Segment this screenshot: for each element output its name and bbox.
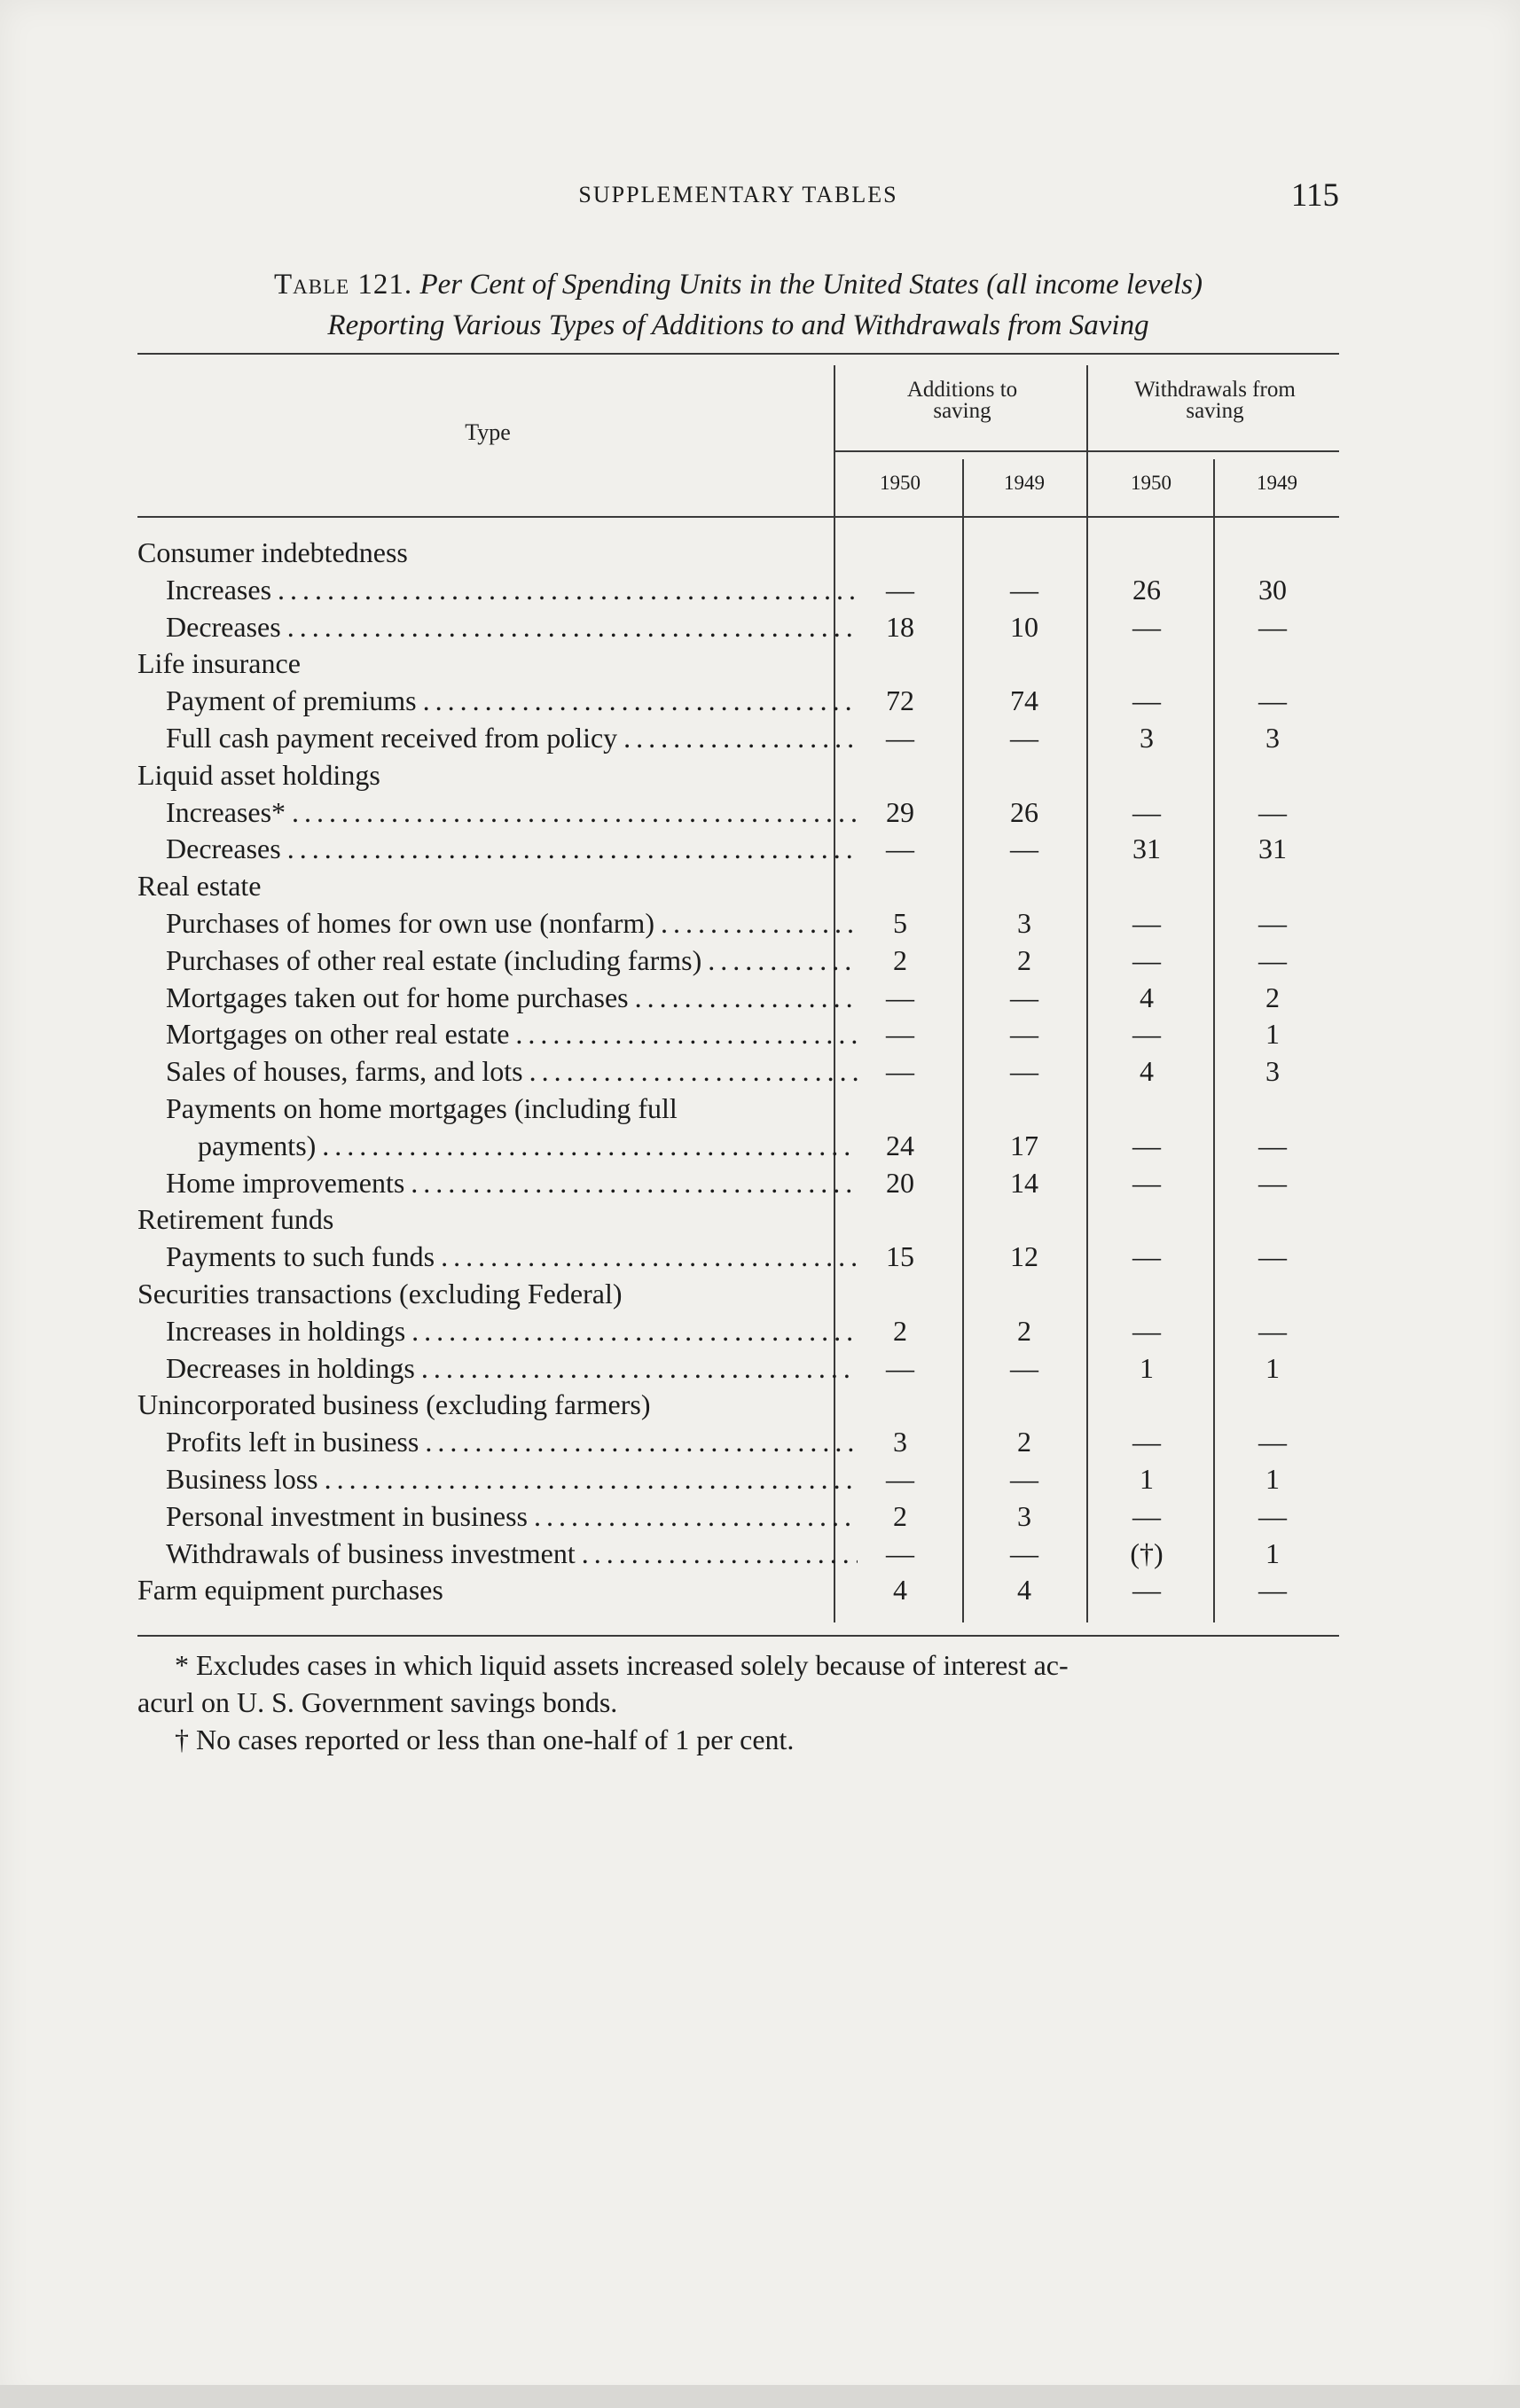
table-row (137, 574, 1339, 611)
row-label: Decreases . . . (166, 611, 858, 644)
row-value: 1 (1140, 1463, 1154, 1495)
row-value: — (1010, 1536, 1038, 1569)
row-value: — (1010, 833, 1038, 865)
row-value: — (1132, 1426, 1161, 1458)
withdrawals-header-line1: Withdrawals from (1134, 378, 1296, 402)
row-value: — (886, 1055, 914, 1088)
row-value: — (1010, 1463, 1038, 1495)
row-label: Decreases in holdings . . . (166, 1352, 858, 1385)
row-label: Increases . . . (166, 574, 858, 606)
row-value: 4 (1140, 981, 1154, 1013)
table-row (137, 722, 1339, 759)
row-label: Mortgages on other real estate . . . (166, 1018, 858, 1051)
page-number: 115 (1290, 177, 1339, 214)
row-value: 2 (893, 1499, 907, 1532)
row-label: Sales of houses, farms, and lots . . . (166, 1055, 858, 1088)
row-value: 26 (1010, 795, 1038, 828)
additions-header-line2: saving (933, 399, 991, 423)
year-header: 1950 (1131, 472, 1171, 494)
row-value: 20 (886, 1166, 914, 1199)
row-value: — (1258, 610, 1287, 643)
row-value: 18 (886, 610, 914, 643)
table-row (137, 1388, 1339, 1426)
row-value: 2 (1017, 1314, 1031, 1347)
table-row (137, 1167, 1339, 1204)
table-row (137, 1240, 1339, 1278)
table-row (137, 1574, 1339, 1611)
row-value: — (1132, 684, 1161, 717)
year-header: 1950 (880, 472, 921, 494)
table-row (137, 833, 1339, 870)
row-value: — (1132, 1314, 1161, 1347)
row-label: Unincorporated business (excluding farmers) (137, 1388, 651, 1421)
row-label: Increases in holdings . . . (166, 1315, 858, 1348)
running-head-title: SUPPLEMENTARY TABLES (578, 182, 898, 207)
row-label: Mortgages taken out for home purchases . . . (166, 981, 858, 1014)
table-row (137, 1426, 1339, 1463)
row-value: — (1258, 1166, 1287, 1199)
row-label: Decreases . . . (166, 833, 858, 865)
row-value: — (886, 573, 914, 606)
row-value: — (1258, 684, 1287, 717)
row-value: 1 (1265, 1018, 1280, 1051)
footnote-dagger: † No cases reported or less than one-half of 1 per cent. (175, 1724, 795, 1755)
table-row (137, 759, 1339, 796)
row-value: 17 (1010, 1129, 1038, 1161)
row-label: payments) . . . (198, 1130, 858, 1162)
row-value: 1 (1140, 1351, 1154, 1384)
table-row (137, 870, 1339, 907)
table-row (137, 1463, 1339, 1500)
row-value: 3 (1265, 1055, 1280, 1088)
additions-header (838, 379, 1086, 422)
table-row (137, 1092, 1339, 1130)
row-value: 10 (1010, 610, 1038, 643)
table-row (137, 1018, 1339, 1055)
table-row (137, 907, 1339, 944)
row-value: 3 (1017, 1499, 1031, 1532)
row-value: — (1132, 1499, 1161, 1532)
row-label: Business loss . . . (166, 1463, 858, 1496)
row-value: 14 (1010, 1166, 1038, 1199)
row-value: 72 (886, 684, 914, 717)
row-value: — (1010, 722, 1038, 754)
footnote-star-line2: acurl on U. S. Government savings bonds. (137, 1686, 618, 1718)
row-label: Profits left in business . . . (166, 1426, 858, 1458)
row-value: — (886, 1351, 914, 1384)
row-value: 3 (1265, 722, 1280, 754)
row-label: Increases* . . . (166, 796, 858, 829)
row-label: Full cash payment received from policy . . . (166, 722, 858, 754)
table-row (137, 611, 1339, 648)
caption-line-1 (137, 264, 1339, 305)
row-value: — (1132, 907, 1161, 939)
row-value: — (886, 1536, 914, 1569)
row-value: — (1258, 1574, 1287, 1607)
row-value: — (1132, 795, 1161, 828)
row-value: 2 (893, 943, 907, 976)
row-value: 12 (1010, 1240, 1038, 1273)
row-value: 3 (1140, 722, 1154, 754)
row-label: Home improvements . . . (166, 1167, 858, 1200)
row-value: — (886, 1018, 914, 1051)
row-value: — (1132, 1240, 1161, 1273)
row-value: 30 (1258, 573, 1287, 606)
row-value: 1 (1265, 1351, 1280, 1384)
row-value: — (1258, 1240, 1287, 1273)
withdrawals-header (1091, 379, 1339, 422)
row-value: — (1132, 943, 1161, 976)
row-label: Liquid asset holdings (137, 758, 380, 791)
row-label: Payments on home mortgages (including full (166, 1092, 678, 1124)
row-label: Payment of premiums . . . (166, 684, 858, 717)
row-label: Retirement funds (137, 1203, 334, 1236)
row-value: — (1010, 1055, 1038, 1088)
row-value: — (1132, 1166, 1161, 1199)
page-edge (0, 2385, 1520, 2408)
row-value: — (886, 981, 914, 1013)
caption-title-line2: Reporting Various Types of Additions to and Withdrawals from Saving (327, 309, 1149, 341)
table-row (137, 1130, 1339, 1167)
row-value: — (1258, 795, 1287, 828)
row-value: 2 (1265, 981, 1280, 1013)
row-value: 2 (893, 1314, 907, 1347)
caption-title-line1: Per Cent of Spending Units in the United States (all income levels) (419, 269, 1203, 301)
table-row (137, 981, 1339, 1019)
row-value: — (1258, 1129, 1287, 1161)
row-value: 3 (893, 1426, 907, 1458)
additions-header-line1: Additions to (906, 378, 1018, 402)
row-value: — (886, 833, 914, 865)
row-label: Real estate (137, 870, 262, 903)
row-label: Consumer indebtedness (137, 536, 408, 568)
row-value: — (1132, 610, 1161, 643)
row-value: — (1010, 573, 1038, 606)
type-header: Type (465, 419, 511, 445)
row-label: Securities transactions (excluding Federal) (137, 1278, 623, 1310)
table-row (137, 684, 1339, 722)
table-row (137, 1500, 1339, 1537)
row-value: — (1258, 943, 1287, 976)
table-row (137, 1315, 1339, 1352)
row-value: 29 (886, 795, 914, 828)
row-value: — (1132, 1574, 1161, 1607)
group-header-rule (835, 450, 1339, 452)
row-value: — (1258, 1499, 1287, 1532)
year-header: 1949 (1257, 472, 1297, 494)
row-value: 4 (1140, 1055, 1154, 1088)
row-value: 1 (1265, 1536, 1280, 1569)
row-label: Purchases of homes for own use (nonfarm) . . . (166, 907, 858, 940)
row-value: — (886, 722, 914, 754)
running-head (137, 177, 1339, 221)
row-label: Payments to such funds . . . (166, 1240, 858, 1273)
table-row (137, 796, 1339, 833)
row-value: 3 (1017, 907, 1031, 939)
row-value: 4 (893, 1574, 907, 1607)
row-label: Farm equipment purchases (137, 1574, 443, 1607)
table-row (137, 1352, 1339, 1389)
footnote-star (137, 1646, 1339, 1721)
row-value: — (1258, 1426, 1287, 1458)
row-value: 31 (1132, 833, 1161, 865)
row-value: — (1132, 1018, 1161, 1051)
row-label: Life insurance (137, 647, 301, 680)
table-label: Table 121. (273, 269, 413, 301)
row-value: 4 (1017, 1574, 1031, 1607)
row-value: — (886, 1463, 914, 1495)
table-row (137, 1537, 1339, 1575)
row-value: — (1258, 907, 1287, 939)
table-top-rule (137, 353, 1339, 355)
row-value: 1 (1265, 1463, 1280, 1495)
row-value: — (1010, 1018, 1038, 1051)
row-value: 74 (1010, 684, 1038, 717)
withdrawals-header-line2: saving (1186, 399, 1244, 423)
table-row (137, 647, 1339, 684)
row-value: 24 (886, 1129, 914, 1161)
header-bottom-rule (137, 516, 1339, 518)
row-label: Purchases of other real estate (including farms) . . . (166, 944, 858, 977)
table-bottom-rule (137, 1635, 1339, 1637)
table-row (137, 1278, 1339, 1315)
row-value: 31 (1258, 833, 1287, 865)
table-caption (137, 264, 1339, 346)
row-value: — (1258, 1314, 1287, 1347)
footnote-star-line1: * Excludes cases in which liquid assets increased solely because of interest ac- (175, 1649, 1069, 1681)
row-value: 15 (886, 1240, 914, 1273)
row-value: 2 (1017, 943, 1031, 976)
row-value: — (1010, 981, 1038, 1013)
row-value: — (1132, 1129, 1161, 1161)
table-row (137, 536, 1339, 574)
year-header: 1949 (1004, 472, 1045, 494)
row-value: 26 (1132, 573, 1161, 606)
row-value: 5 (893, 907, 907, 939)
table-row (137, 1055, 1339, 1092)
row-value: — (1010, 1351, 1038, 1384)
table-row (137, 1203, 1339, 1240)
row-label: Personal investment in business . . . (166, 1500, 858, 1533)
row-label: Withdrawals of business investment . . . (166, 1537, 858, 1570)
row-value: (†) (1130, 1536, 1164, 1569)
table-row (137, 944, 1339, 981)
row-value: 2 (1017, 1426, 1031, 1458)
